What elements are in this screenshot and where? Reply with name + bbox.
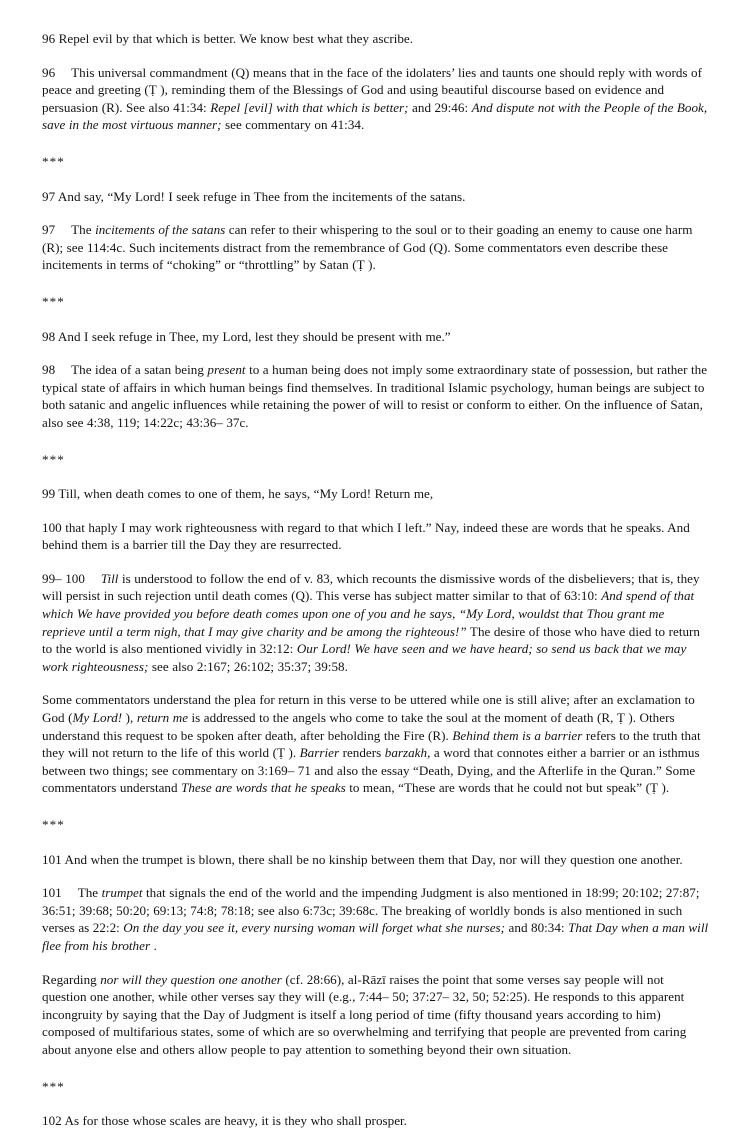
italic-quotation: Barrier: [299, 745, 340, 761]
commentary-96: [42, 64, 710, 134]
commentary-99-100: [42, 570, 710, 676]
italic-quotation: Behind them is a barrier: [452, 727, 583, 743]
italic-quotation: nor will they question one another: [100, 971, 282, 987]
text-run: 101: [42, 885, 62, 901]
text-run: and 29:46:: [408, 99, 472, 115]
text-run: 98: [42, 362, 56, 378]
text-run: .: [150, 937, 157, 953]
commentary-101: [42, 884, 710, 954]
verse-98: [42, 328, 710, 346]
text-run: The: [77, 885, 102, 901]
text-run: 100 that haply I may work righteousness with regard to that which I left.” Nay, indeed these are words that he speaks. And behind them is a barrier till the Day they are resurrected.: [42, 519, 690, 553]
text-run: can refer to their whispering to the soul or to their goading an enemy to cause one harm (R); see 114:4c. Such incitements distract from the remembrance of God (Q). Some commentators even describe these incitements in terms of “choking” or “throttling” by Satan (Ṭ ).: [42, 222, 693, 273]
text-run: renders: [339, 745, 385, 761]
verse-102: [42, 1112, 710, 1130]
verse-96: [42, 30, 710, 48]
text-run: 97 And say, “My Lord! I seek refuge in Thee from the incitements of the satans.: [42, 188, 466, 204]
text-run: (cf. 28:66), al-Rāzī raises the point that some verses say people will not question one another, while other verses say they will (e.g., 7:44– 50; 37:27– 32, 50; 52:25). He responds to this apparent incongruity by saying that the Day of Judgment is itself a long period of time (fifty thousand years according to him) composed of multifarious states, some of which are so overwhelming and terrifying that people are prevented from caring about anyone else and others allow people to pay attention to something beyond their own situation.: [42, 971, 687, 1057]
commentary-number-gap: [55, 221, 71, 239]
text-run: is understood to follow the end of v. 83, which recounts the dismissive words of the disbelievers; that is, they will persist in such rejection until death comes (Q). This verse has subject matter similar to that of 63:10:: [42, 570, 700, 604]
text-run: The desire of those who have died to return to the world is also mentioned vividly in 32:12:: [42, 623, 701, 657]
separator-1: ***: [42, 153, 65, 169]
commentary-number-gap: [85, 570, 101, 588]
separator-2: ***: [42, 293, 65, 309]
text-run: The: [71, 222, 96, 238]
commentary-number-gap: [55, 361, 71, 379]
text-run: 102 As for those whose scales are heavy, it is they who shall prosper.: [42, 1113, 407, 1129]
italic-quotation: On the day you see it, every nursing woman will forget what she nurses;: [123, 920, 506, 936]
text-run: 101 And when the trumpet is blown, there shall be no kinship between them that Day, nor will they question one another.: [42, 851, 683, 867]
text-run: to mean, “These are words that he could not but speak” (Ṭ ).: [345, 780, 670, 796]
italic-quotation: barzakh,: [384, 745, 431, 761]
text-run: refers to the truth that they will not return to the life of this world (Ṭ ).: [42, 727, 701, 761]
italic-quotation: And spend of that which We have provided you before death comes upon one of you and he says, “My Lord, wouldst that Thou grant me reprieve until a term nigh, that I may give charity and be among the righteous!”: [42, 588, 695, 639]
verse-97: [42, 188, 710, 206]
text-run: is addressed to the angels who come to take the soul at the moment of death (R, Ṭ ). Others understand this request to be spoken after death, after beholding the Fire (R).: [42, 710, 675, 743]
italic-quotation: return me: [136, 710, 189, 726]
text-run: Some commentators understand the plea for return in this verse to be uttered while one is still alive; after an exclamation to God (: [42, 692, 695, 726]
verse-100: [42, 519, 710, 554]
italic-quotation: Till: [100, 570, 119, 586]
italic-quotation: And dispute not with the People of the Book, save in the most virtuous manner;: [42, 99, 708, 133]
italic-quotation: Our Lord! We have seen and we have heard; so send us back that we may work righteousness;: [42, 641, 687, 674]
verse-101: [42, 851, 710, 869]
verse-99: [42, 485, 710, 503]
separator-3: ***: [42, 451, 65, 467]
commentary-98: [42, 361, 710, 431]
commentary-99-100-continued: [42, 691, 710, 797]
text-run: ),: [122, 710, 137, 726]
page-text-column: [42, 30, 710, 1130]
italic-quotation: My Lord!: [72, 710, 123, 726]
commentary-101-continued: [42, 971, 710, 1059]
separator-5: ***: [42, 1078, 65, 1094]
italic-quotation: Repel [evil] with that which is better;: [210, 99, 409, 115]
italic-quotation: These are words that he speaks: [181, 780, 346, 796]
text-run: to a human being does not imply some extraordinary state of possession, but rather the typical state of affairs in which human beings find themselves. In traditional Islamic psychology, human beings are subject to both satanic and angelic influences while retaining the power of will to resist or conform to either. On the influence of Satan, also see 4:38, 119; 14:22c; 43:36– 37c.: [42, 362, 708, 430]
commentary-number-gap: [55, 64, 71, 82]
text-run: 99– 100: [42, 570, 85, 586]
text-run: 99 Till, when death comes to one of them, he says, “My Lord! Return me,: [42, 486, 434, 502]
text-run: that signals the end of the world and the impending Judgment is also mentioned in 18:99; 20:102; 27:87; 36:51; 39:68; 50:20; 69:13; 74:8; 78:18; see also 6:73c; 39:68c. The breaking of worldly bonds is also mentioned in such verses as 22:2:: [42, 885, 700, 936]
text-run: 96 Repel evil by that which is better. We know best what they ascribe.: [42, 31, 414, 46]
text-run: 98 And I seek refuge in Thee, my Lord, lest they should be present with me.”: [42, 328, 451, 344]
italic-quotation: incitements of the satans: [95, 222, 226, 238]
text-run: see also 2:167; 26:102; 35:37; 39:58.: [148, 658, 348, 674]
italic-quotation: trumpet: [101, 885, 143, 901]
commentary-97: [42, 221, 710, 274]
text-run: and 80:34:: [505, 920, 569, 936]
text-run: 97: [42, 222, 56, 238]
text-run: The idea of a satan being: [71, 362, 208, 378]
text-run: see commentary on 41:34.: [221, 117, 365, 133]
separator-4: ***: [42, 817, 65, 832]
text-run: Regarding: [42, 971, 101, 987]
commentary-number-gap: [62, 884, 78, 902]
italic-quotation: That Day when a man will flee from his brother: [42, 920, 709, 953]
text-run: 96: [42, 64, 56, 80]
text-run: This universal commandment (Q) means that in the face of the idolaters’ lies and taunts one should reply with words of peace and greeting (Ṭ ), reminding them of the Blessings of God and using beautiful discourse based on evidence and persuasion (R). See also 41:34:: [42, 64, 702, 115]
text-run: a word that connotes either a barrier or an isthmus between two things; see commentary on 3:169– 71 and also the essay “Death, Dying, and the Afterlife in the Quran.” Some commentators understand: [42, 745, 700, 796]
italic-quotation: present: [207, 362, 246, 378]
